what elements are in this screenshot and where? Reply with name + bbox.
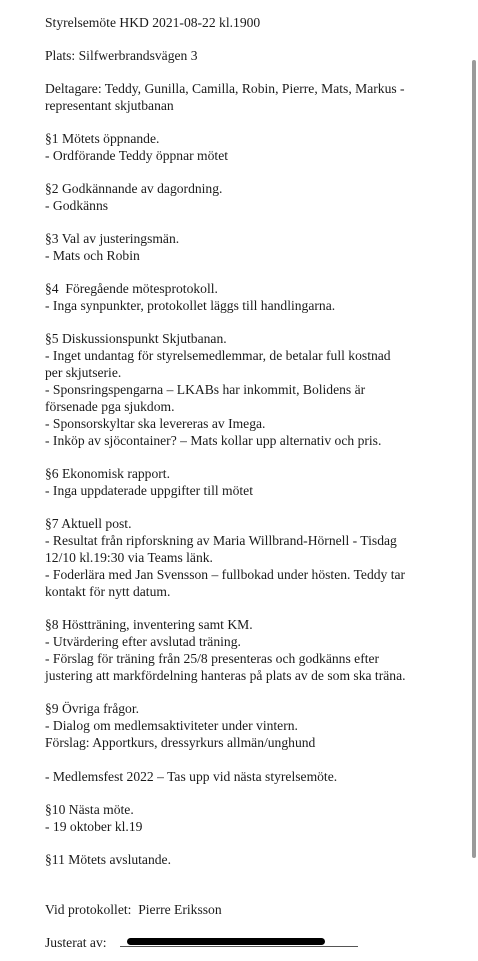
section-line: Förslag: Apportkurs, dressyrkurs allmän/unghund xyxy=(45,735,316,750)
section-line: - Foderlära med Jan Svensson – fullbokad under hösten. Teddy tar xyxy=(45,567,406,582)
section-line: - Inga uppdaterade uppgifter till mötet xyxy=(45,483,253,498)
section-line: - Resultat från ripforskning av Maria Willbrand-Hörnell - Tisdag xyxy=(45,533,397,548)
section-heading: §1 Mötets öppnande. xyxy=(45,131,160,146)
section-heading: §2 Godkännande av dagordning. xyxy=(45,181,223,196)
section-line: - Ordförande Teddy öppnar mötet xyxy=(45,148,229,163)
section-line: - Inga synpunkter, protokollet läggs till handlingarna. xyxy=(45,298,336,313)
signature-line xyxy=(120,946,358,947)
section-line: - Godkänns xyxy=(45,198,109,213)
section-line: försenade pga sjukdom. xyxy=(45,399,175,414)
scrollbar[interactable] xyxy=(472,60,476,858)
section-line: 12/10 kl.19:30 via Teams länk. xyxy=(45,550,213,565)
verified-by-row xyxy=(45,934,465,951)
section-heading: §11 Mötets avslutande. xyxy=(45,852,171,867)
section-heading: §9 Övriga frågor. xyxy=(45,701,139,716)
section-line: - Sponsringspengarna – LKABs har inkommit, Bolidens är xyxy=(45,382,366,397)
section-heading: §4 Föregående mötesprotokoll. xyxy=(45,281,218,296)
section-line: - Utvärdering efter avslutad träning. xyxy=(45,634,241,649)
attendees-line-1: Deltagare: Teddy, Gunilla, Camilla, Robin, Pierre, Mats, Markus - xyxy=(45,81,405,96)
meeting-place: Plats: Silfwerbrandsvägen 3 xyxy=(45,48,198,63)
section-line: kontakt för nytt datum. xyxy=(45,584,171,599)
section-line: justering att markfördelning hanteras på plats av de som ska träna. xyxy=(45,668,406,683)
section-line: - Mats och Robin xyxy=(45,248,140,263)
document-header: Styrelsemöte HKD 2021-08-22 kl.1900 xyxy=(45,15,261,30)
section-heading: §8 Höstträning, inventering samt KM. xyxy=(45,617,253,632)
section-heading: §3 Val av justeringsmän. xyxy=(45,231,180,246)
section-line: - Förslag för träning från 25/8 presenteras och godkänns efter xyxy=(45,651,380,666)
attendees-line-2: representant skjutbanan xyxy=(45,98,174,113)
section-line: - Inget undantag för styrelsemedlemmar, de betalar full kostnad xyxy=(45,348,391,363)
verified-by-label: Justerat av: xyxy=(45,935,107,950)
redaction-bar xyxy=(127,938,325,945)
section-heading: §6 Ekonomisk rapport. xyxy=(45,466,170,481)
section-line xyxy=(45,751,465,768)
agenda-sections xyxy=(45,130,465,868)
section-line: - Sponsorskyltar ska levereras av Imega. xyxy=(45,416,266,431)
section-heading: §7 Aktuell post. xyxy=(45,516,132,531)
section-line: - Medlemsfest 2022 – Tas upp vid nästa styrelsemöte. xyxy=(45,769,338,784)
section-line: per skjutserie. xyxy=(45,365,122,380)
section-line: - Dialog om medlemsaktiviteter under vintern. xyxy=(45,718,298,733)
section-line: - 19 oktober kl.19 xyxy=(45,819,143,834)
section-heading: §5 Diskussionspunkt Skjutbanan. xyxy=(45,331,227,346)
protocol-keeper: Vid protokollet: Pierre Eriksson xyxy=(45,902,222,917)
meeting-minutes-document xyxy=(45,14,465,951)
section-heading: §10 Nästa möte. xyxy=(45,802,134,817)
section-line: - Inköp av sjöcontainer? – Mats kollar upp alternativ och pris. xyxy=(45,433,382,448)
